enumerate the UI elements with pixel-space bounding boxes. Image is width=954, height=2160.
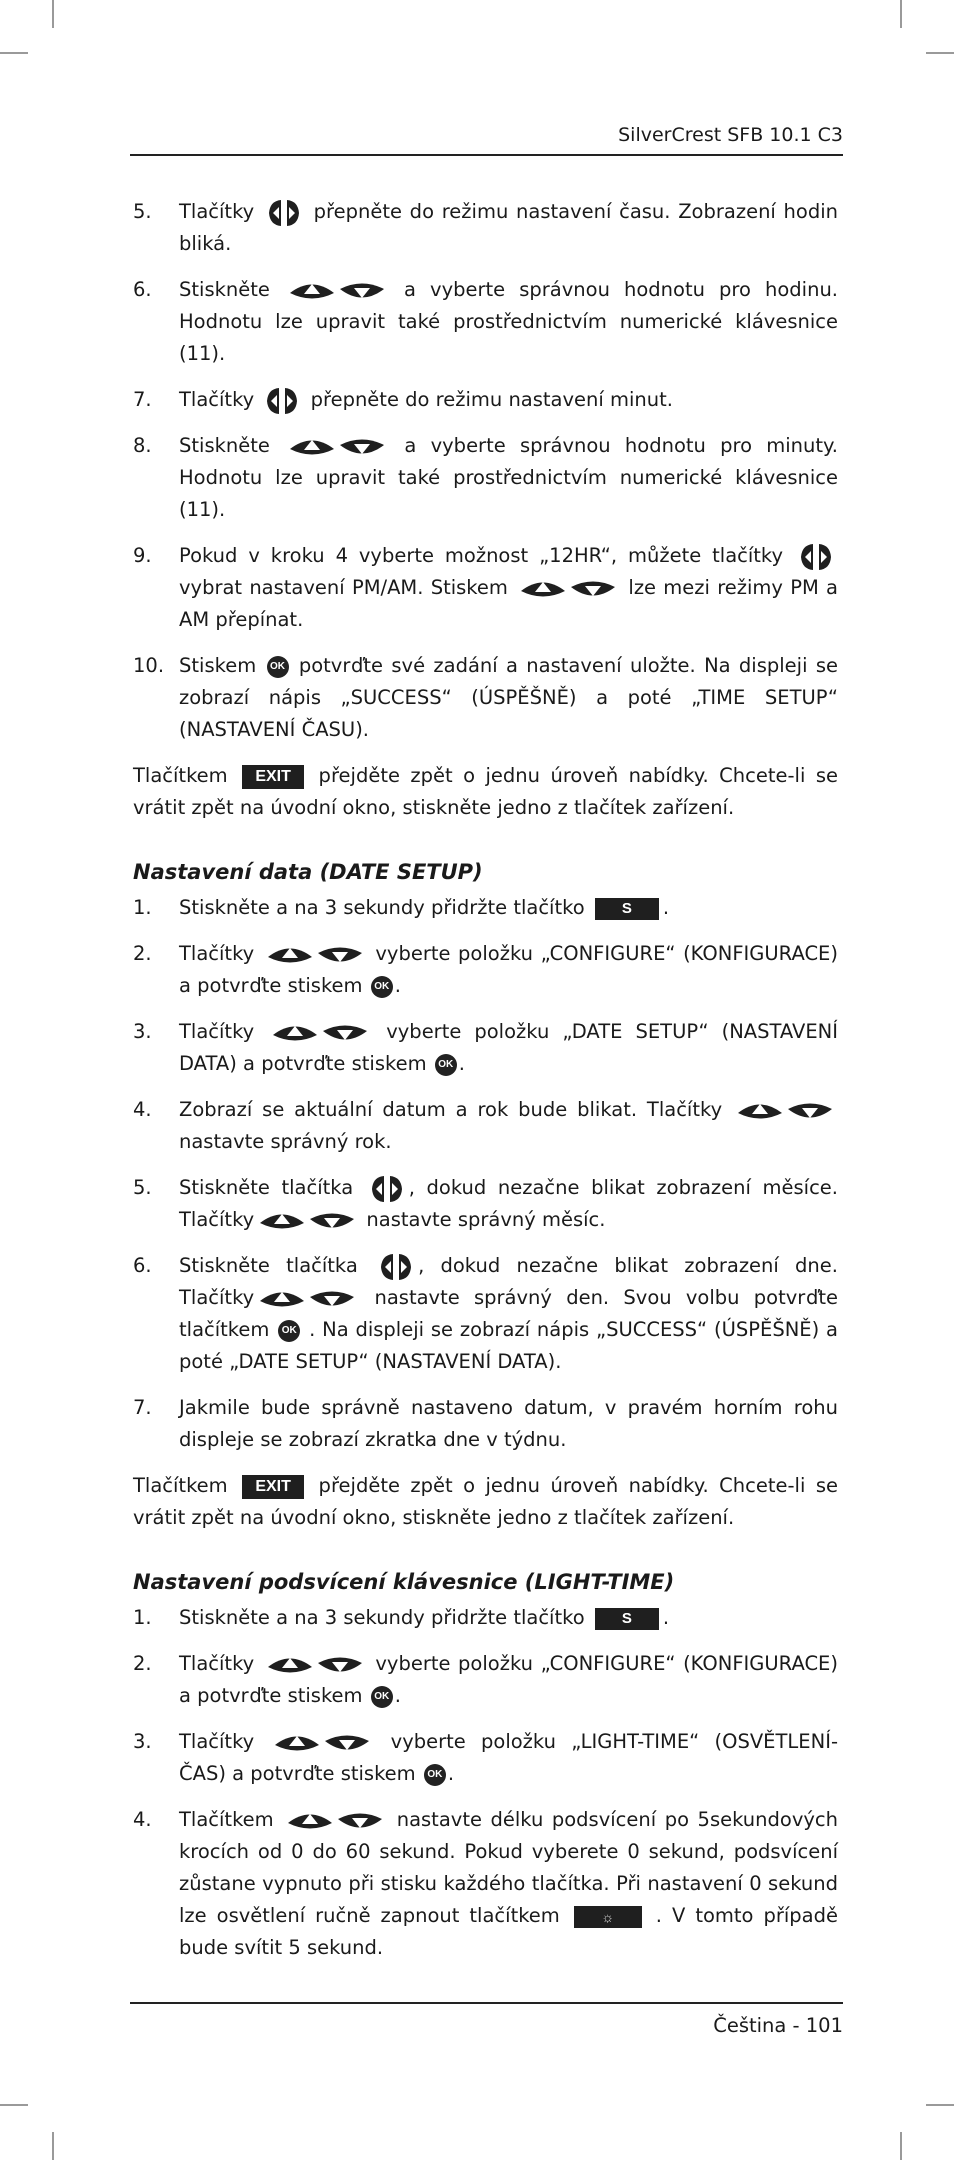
step-number: 4. (133, 1808, 152, 1831)
text-run: nastavte správný rok. (179, 1130, 392, 1153)
page-header (130, 124, 843, 156)
step-number: 1. (133, 896, 152, 919)
text-run: Tlačítkem (133, 764, 239, 787)
text-run: , dokud nezačne blikat zobrazení dne. Tlačítky (179, 1254, 838, 1309)
up-down-arrows-icon (258, 1286, 356, 1312)
step-number: 4. (133, 1098, 152, 1121)
text-run: Stiskněte (179, 278, 284, 301)
list-item (133, 540, 838, 636)
list-item (133, 1250, 838, 1378)
up-down-arrows-icon (266, 942, 364, 968)
text-run: Stiskem (179, 654, 265, 677)
step-text (179, 1250, 838, 1378)
list-item (133, 430, 838, 526)
crop-mark (52, 0, 54, 28)
step-text (179, 1392, 838, 1456)
text-run: a vyberte správnou hodnotu pro hodinu. Hodnotu lze upravit také prostřednictvím numerické klávesnice (11). (179, 278, 838, 365)
text-run: přejděte zpět o jednu úroveň nabídky. Chcete-li se vrátit zpět na úvodní okno, stiskněte jedno z tlačítek zařízení. (133, 1474, 838, 1529)
up-down-arrows-icon (288, 278, 386, 304)
list-item (133, 1726, 838, 1790)
list-item (133, 196, 838, 260)
text-run: Tlačítky (179, 1020, 268, 1043)
light-key-icon: ☼ (574, 1906, 642, 1928)
text-run: . Na displeji se zobrazí nápis „SUCCESS“ (ÚSPĚŠNĚ) a poté „DATE SETUP“ (NASTAVENÍ DATA). (179, 1318, 838, 1373)
crop-mark (900, 2132, 902, 2160)
step-text (179, 650, 838, 746)
s-key-icon: S (595, 898, 659, 920)
light-time-steps (133, 1602, 838, 1964)
product-model: SilverCrest SFB 10.1 C3 (618, 124, 843, 146)
text-run: nastavte správný den. Svou volbu potvrďte tlačítkem (179, 1286, 838, 1341)
step-number: 3. (133, 1020, 152, 1043)
crop-mark (0, 52, 28, 54)
up-down-arrows-icon (273, 1730, 371, 1756)
crop-mark (900, 0, 902, 28)
text-run: Zobrazí se aktuální datum a rok bude blikat. Tlačítky (179, 1098, 732, 1121)
text-run: . (394, 974, 401, 997)
crop-mark (926, 2104, 954, 2106)
text-run: potvrďte své zadání a nastavení uložte. Na displeji se zobrazí nápis „SUCCESS“ (ÚSPĚŠNĚ) a poté „TIME SETUP“ (NASTAVENÍ ČASU). (179, 654, 838, 741)
text-run: vyberte položku „DATE SETUP“ (NASTAVENÍ DATA) a potvrďte stiskem (179, 1020, 838, 1075)
list-item (133, 1804, 838, 1964)
text-run: . (662, 1606, 670, 1629)
exit-note (133, 1470, 838, 1534)
text-run: . (447, 1762, 455, 1785)
step-text (179, 384, 838, 416)
text-run: . V tomto případě bude svítit 5 sekund. (179, 1904, 839, 1959)
date-setup-heading: Nastavení data (DATE SETUP) (133, 860, 483, 884)
text-run: Stiskněte tlačítka (179, 1254, 375, 1277)
text-run: Tlačítky (179, 1652, 262, 1675)
up-down-arrows-icon (286, 1808, 384, 1834)
up-down-arrows-icon (271, 1020, 369, 1046)
text-run: lze mezi režimy PM a AM přepínat. (179, 576, 838, 631)
step-text (179, 892, 838, 924)
list-item (133, 1392, 838, 1456)
text-run: přejděte zpět o jednu úroveň nabídky. Chcete-li se vrátit zpět na úvodní okno, stiskněte jedno z tlačítek zařízení. (133, 764, 838, 819)
step-number: 5. (133, 1176, 152, 1199)
ok-button-icon: OK (424, 1764, 446, 1786)
crop-mark (0, 2104, 28, 2106)
step-text (179, 430, 838, 526)
step-number: 3. (133, 1730, 152, 1753)
step-number: 10. (133, 654, 165, 677)
crop-mark (926, 52, 954, 54)
time-setup-steps (133, 196, 838, 746)
text-run: přepněte do režimu nastavení minut. (304, 388, 673, 411)
list-item (133, 1094, 838, 1158)
step-text (179, 1804, 838, 1964)
text-run: Tlačítky (179, 388, 261, 411)
list-item (133, 938, 838, 1002)
up-down-arrows-icon (736, 1098, 834, 1124)
ok-button-icon: OK (278, 1320, 300, 1342)
text-run: vyberte položku „CONFIGURE“ (KONFIGURACE) a potvrďte stiskem (179, 1652, 838, 1707)
text-run: a vyberte správnou hodnotu pro minuty. Hodnotu lze upravit také prostřednictvím numerické klávesnice (11). (179, 434, 839, 521)
text-run: . (662, 896, 670, 919)
left-right-arrows-icon (264, 386, 300, 416)
step-number: 9. (133, 544, 152, 567)
step-number: 6. (133, 1254, 152, 1277)
s-key-icon: S (595, 1608, 659, 1630)
text-run: nastavte délku podsvícení po 5sekundových krocích od 0 do 60 sekund. Pokud vyberete 0 sekund, podsvícení zůstane vypnuto při stisku každého tlačítka. Při nastavení 0 sekund lze osvětlení ručně zapnout tlačítkem (179, 1808, 838, 1927)
step-text (179, 1094, 838, 1158)
step-text (179, 274, 838, 370)
step-text (179, 1172, 838, 1236)
text-run: nastavte správný měsíc. (360, 1208, 606, 1231)
text-run: Tlačítkem (133, 1474, 239, 1497)
step-number: 7. (133, 1396, 152, 1419)
up-down-arrows-icon (288, 434, 386, 460)
up-down-arrows-icon (519, 576, 617, 602)
text-run: Tlačítky (179, 200, 262, 223)
step-number: 5. (133, 200, 152, 223)
step-number: 2. (133, 942, 152, 965)
text-run: vybrat nastavení PM/AM. Stiskem (179, 576, 516, 599)
exit-note (133, 760, 838, 824)
text-run: přepněte do režimu nastavení času. Zobrazení hodin bliká. (179, 200, 838, 255)
text-run: Tlačítky (179, 942, 262, 965)
step-number: 2. (133, 1652, 152, 1675)
exit-key-icon: EXIT (242, 765, 304, 789)
up-down-arrows-icon (258, 1208, 356, 1234)
step-text (179, 938, 838, 1002)
text-run: Stiskněte (179, 434, 285, 457)
step-text (179, 1648, 838, 1712)
ok-button-icon: OK (435, 1054, 457, 1076)
text-run: vyberte položku „LIGHT-TIME“ (OSVĚTLENÍ-ČAS) a potvrďte stiskem (179, 1730, 838, 1785)
up-down-arrows-icon (266, 1652, 364, 1678)
step-number: 1. (133, 1606, 152, 1629)
text-run: Stiskněte tlačítka (179, 1176, 365, 1199)
text-run: . (458, 1052, 465, 1075)
step-number: 7. (133, 388, 152, 411)
list-item (133, 274, 838, 370)
step-text (179, 1602, 838, 1634)
step-number: 8. (133, 434, 152, 457)
text-run: Jakmile bude správně nastaveno datum, v pravém horním rohu displeje se zobrazí zkratka dne v týdnu. (179, 1396, 838, 1451)
exit-key-icon: EXIT (242, 1475, 304, 1499)
left-right-arrows-icon (378, 1252, 414, 1282)
ok-button-icon: OK (267, 656, 289, 678)
date-setup-steps (133, 892, 838, 1456)
list-item (133, 1016, 838, 1080)
step-text (179, 1726, 838, 1790)
page-number: Čeština - 101 (713, 2014, 843, 2037)
list-item (133, 892, 838, 924)
left-right-arrows-icon (266, 198, 302, 228)
step-text (179, 1016, 838, 1080)
list-item (133, 1648, 838, 1712)
step-number: 6. (133, 278, 152, 301)
step-text (179, 196, 838, 260)
text-run: vyberte položku „CONFIGURE“ (KONFIGURACE) a potvrďte stiskem (179, 942, 838, 997)
list-item (133, 1602, 838, 1634)
page-footer (130, 2002, 843, 2037)
list-item (133, 384, 838, 416)
text-run: Pokud v kroku 4 vyberte možnost „12HR“, můžete tlačítky (179, 544, 794, 567)
ok-button-icon: OK (371, 976, 393, 998)
ok-button-icon: OK (371, 1686, 393, 1708)
step-text (179, 540, 838, 636)
left-right-arrows-icon (798, 542, 834, 572)
text-run: Stiskněte a na 3 sekundy přidržte tlačítko (179, 896, 591, 919)
light-time-heading: Nastavení podsvícení klávesnice (LIGHT-TIME) (133, 1570, 675, 1594)
manual-content (133, 196, 838, 1978)
left-right-arrows-icon (369, 1174, 405, 1204)
text-run: Stiskněte a na 3 sekundy přidržte tlačítko (179, 1606, 591, 1629)
list-item (133, 650, 838, 746)
list-item (133, 1172, 838, 1236)
text-run: Tlačítkem (179, 1808, 283, 1831)
crop-mark (52, 2132, 54, 2160)
text-run: . (394, 1684, 401, 1707)
text-run: , dokud nezačne blikat zobrazení měsíce. Tlačítky (179, 1176, 838, 1231)
text-run: Tlačítky (179, 1730, 270, 1753)
